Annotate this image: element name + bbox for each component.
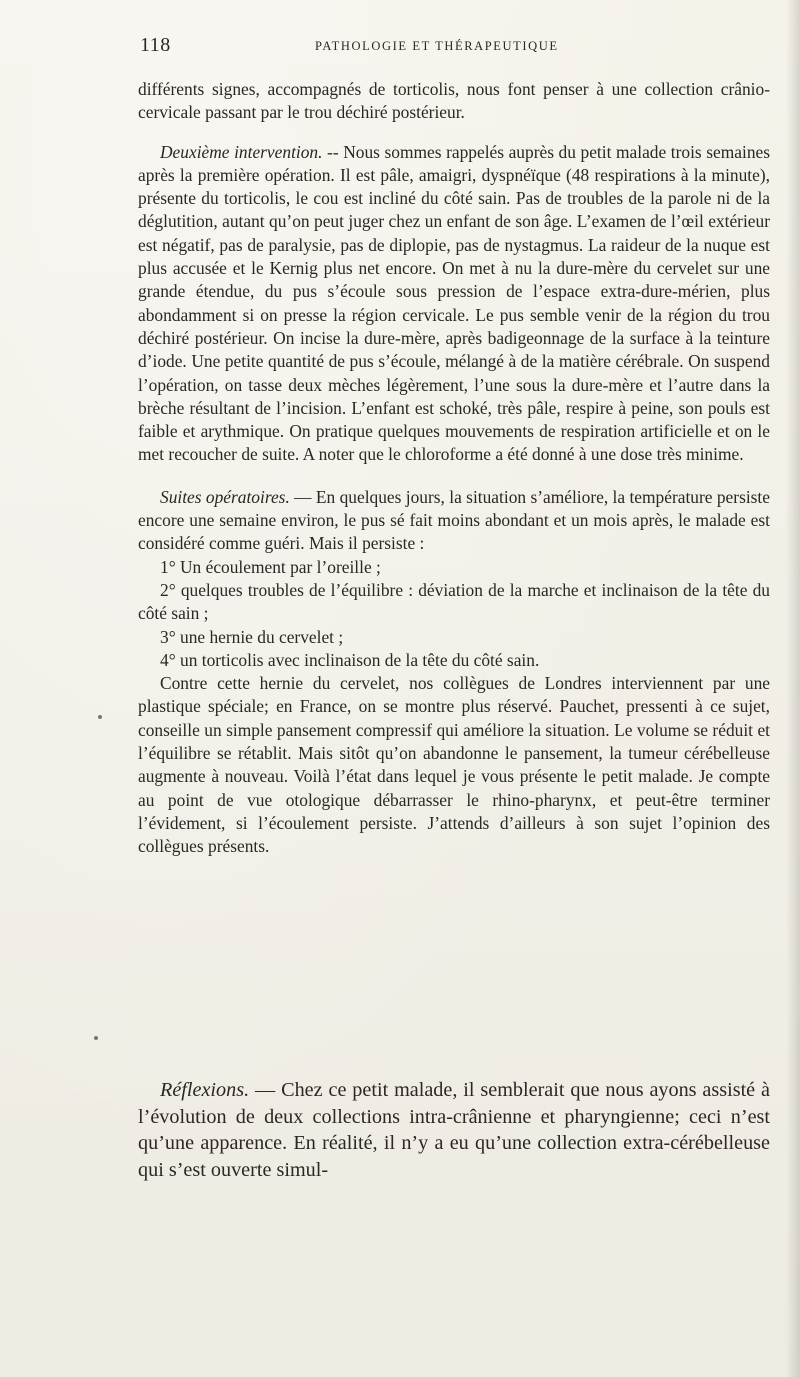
section-lead-reflexions: Réflexions. bbox=[160, 1079, 250, 1101]
reflexions-section bbox=[138, 1077, 770, 1183]
running-head: PATHOLOGIE ET THÉRAPEUTIQUE bbox=[315, 39, 559, 53]
paragraph-suites-operatoires bbox=[138, 486, 770, 556]
section-lead-suites-operatoires: Suites opératoires. bbox=[160, 486, 290, 507]
margin-speck bbox=[98, 715, 102, 719]
page-header bbox=[140, 34, 765, 60]
paragraph-text: — Chez ce petit malade, il semblerait que nous ayons assisté à l’évolution de deux collections intra-crânienne et pharyngienne; ceci n’est qu’une apparence. En réalité, il n’y a eu qu’une collection extra-cérébelleuse qui s’est ouverte simul- bbox=[138, 1079, 770, 1181]
list-item: 1° Un écoulement par l’oreille ; bbox=[160, 556, 381, 577]
margin-speck bbox=[94, 1036, 98, 1040]
paragraph-reflexions bbox=[138, 1077, 770, 1183]
paragraph-continuation: différents signes, accompagnés de torticolis, nous font penser à une collection crânio-cervicale passant par le trou déchiré postérieur. bbox=[138, 79, 770, 123]
list-item: 3° une hernie du cervelet ; bbox=[160, 626, 344, 647]
list-item: 4° un torticolis avec inclinaison de la tête du côté sain. bbox=[160, 649, 540, 670]
paragraph-text: -- Nous sommes rappelés auprès du petit malade trois semaines après la première opération. Il est pâle, amaigri, dyspnéïque (48 respirations à la minute), présente du torticolis, le cou est incliné du côté sain. Pas de troubles de la parole ni de la déglutition, autant qu’on peut juger chez un enfant de son âge. L’examen de l’œil extérieur est négatif, pas de paralysie, pas de diplopie, pas de nystagmus. La raideur de la nuque est plus accusée et le Kernig plus net encore. On met à nu la dure-mère du cervelet sur une grande étendue, du pus s’écoule sous pression de l’espace extra-dure-mérien, plus abondamment si on presse la région cervicale. Le pus semble venir de la région du trou déchiré postérieur. On incise la dure-mère, après badigeonnage de la surface à la teinture d’iode. Une petite quantité de pus s’écoule, mélangé à de la matière cérébrale. On suspend l’opération, on tasse deux mèches légèrement, l’une sous la dure-mère et l’autre dans la brèche résultant de l’incision. L’enfant est schoké, très pâle, respire à peine, son pouls est faible et arythmique. On pratique quelques mouvements de respiration artificielle et on le met recoucher de suite. A noter que le chloroforme a été donné à une dose très minime. bbox=[138, 141, 771, 465]
paragraph-text: — En quelques jours, la situation s’améliore, la température persiste encore une semaine environ, le pus sé fait moins abondant et un mois après, le malade est considéré comme guéri. Mais il persiste : bbox=[138, 486, 770, 554]
paragraph-deuxieme-intervention bbox=[138, 141, 770, 467]
body-text bbox=[138, 78, 770, 859]
section-lead-deuxieme-intervention: Deuxième intervention. bbox=[160, 141, 323, 162]
paragraph-contre-cette-hernie: Contre cette hernie du cervelet, nos collègues de Londres interviennent par une plastique spéciale; en France, on se montre plus réservé. Pauchet, pressenti à ce sujet, conseille un simple pansement compressif qui améliore la situation. Le volume se réduit et l’équilibre se rétablit. Mais sitôt qu’on abandonne le pansement, la tumeur cérébelleuse augmente à nouveau. Voilà l’état dans lequel je vous présente le petit malade. Je compte au point de vue otologique débarrasser le rhino-pharynx, et peut-être terminer l’évidement, si l’écoulement persiste. J’attends d’ailleurs à son sujet l’opinion des collègues présents. bbox=[138, 673, 770, 857]
list-item: 2° quelques troubles de l’équilibre : déviation de la marche et inclinaison de la tête du côté sain ; bbox=[138, 579, 770, 624]
page-edge-shadow bbox=[786, 0, 800, 1377]
page-number: 118 bbox=[140, 34, 171, 56]
